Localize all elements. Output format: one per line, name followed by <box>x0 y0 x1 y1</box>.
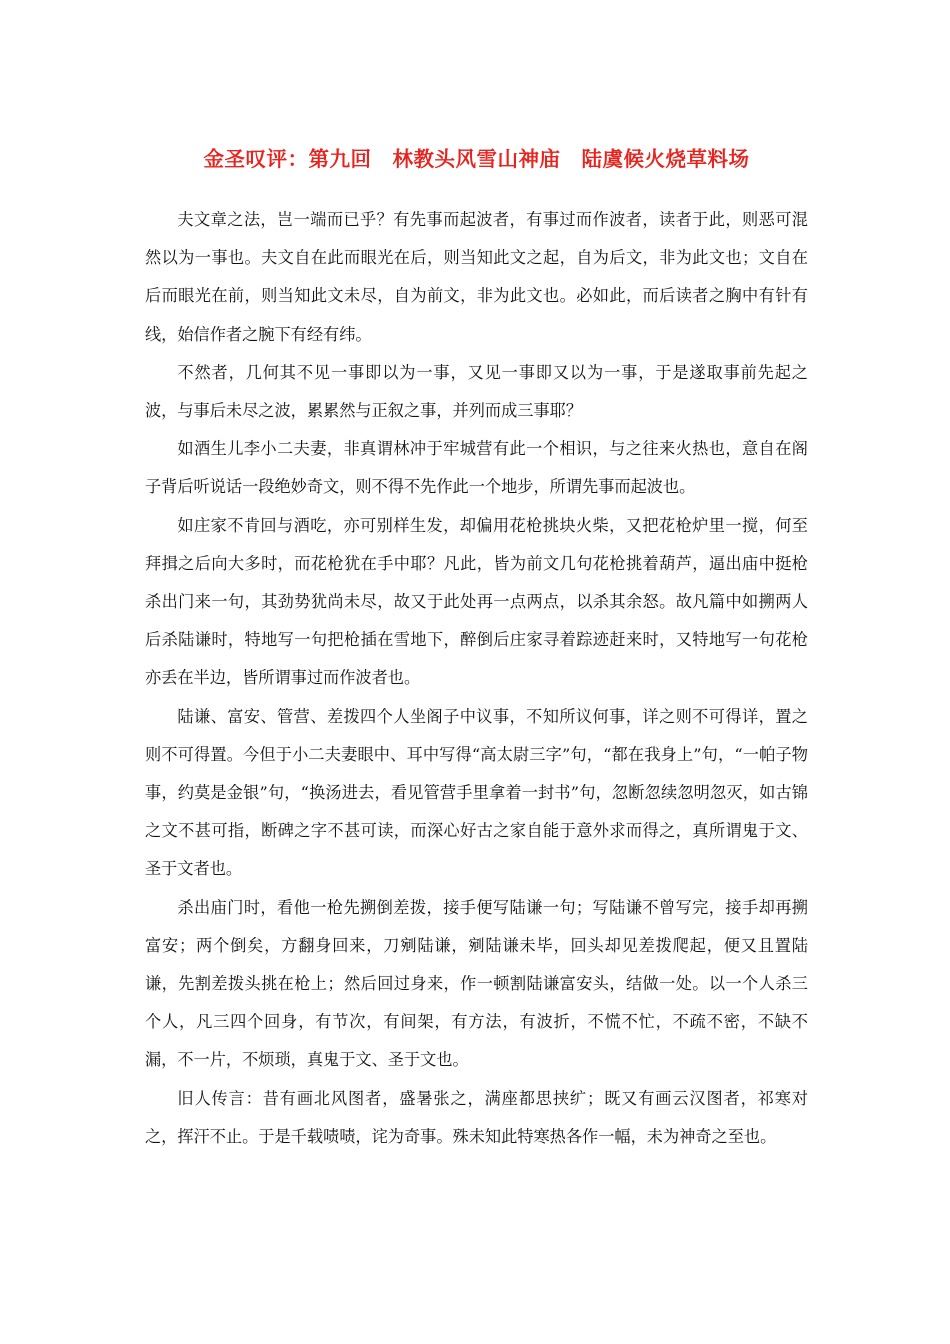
document-body <box>145 201 808 1156</box>
paragraph-5: 陆谦、富安、管营、差拨四个人坐阁子中议事，不知所议何事，详之则不可得详，置之则不可得置。今但于小二夫妻眼中、耳中写得“高太尉三字”句，“都在我身上”句，“一帕子物事，约莫是金银”句，“换汤进去，看见管营手里拿着一封书”句，忽断忽续忽明忽灭，如古锦之文不甚可指，断碑之字不甚可读，而深心好古之家自能于意外求而得之，真所谓鬼于文、圣于文者也。 <box>145 706 808 879</box>
paragraph-1: 夫文章之法，岂一端而已乎？有先事而起波者，有事过而作波者，读者于此，则恶可混然以为一事也。夫文自在此而眼光在后，则当知此文之起，自为后文，非为此文也；文自在后而眼光在前，则当知此文未尽，自为前文，非为此文也。必如此，而后读者之胸中有针有线，始信作者之腕下有经有纬。 <box>145 210 808 344</box>
document-title: 金圣叹评：第九回 林教头风雪山神庙 陆虞候火烧草料场 <box>203 147 750 171</box>
paragraph-4: 如庄家不肯回与酒吃，亦可别样生发，却偏用花枪挑块火柴，又把花枪炉里一搅，何至拜揖之后向大多时，而花枪犹在手中耶？凡此，皆为前文几句花枪挑着葫芦，逼出庙中挺枪杀出门来一句，其劲势犹尚未尽，故又于此处再一点两点，以杀其余怒。故凡篇中如搠两人后杀陆谦时，特地写一句把枪插在雪地下，醉倒后庄家寻着踪迹赶来时，又特地写一句花枪亦丢在半边，皆所谓事过而作波者也。 <box>145 515 808 688</box>
paragraph-6: 杀出庙门时，看他一枪先搠倒差拨，接手便写陆谦一句；写陆谦不曾写完，接手却再搠富安；两个倒矣，方翻身回来，刀剜陆谦，剜陆谦未毕，回头却见差拨爬起，便又且置陆谦，先割差拨头挑在枪上；然后回过身来，作一顿割陆谦富安头，结做一处。以一个人杀三个人，凡三四个回身，有节次，有间架，有方法，有波折，不慌不忙，不疏不密，不缺不漏，不一片，不烦琐，真鬼于文、圣于文也。 <box>145 897 808 1070</box>
paragraph-7: 旧人传言：昔有画北风图者，盛暑张之，满座都思挟纩；既又有画云汉图者，祁寒对之，挥汗不止。于是千载啧啧，诧为奇事。殊未知此特寒热各作一幅，未为神奇之至也。 <box>145 1088 808 1146</box>
paragraph-2: 不然者，几何其不见一事即以为一事，又见一事即又以为一事，于是遂取事前先起之波，与事后未尽之波，累累然与正叙之事，并列而成三事耶？ <box>145 362 808 421</box>
paragraph-3: 如酒生儿李小二夫妻，非真谓林冲于牢城营有此一个相识，与之往来火热也，意自在阁子背后听说话一段绝妙奇文，则不得不先作此一个地步，所谓先事而起波也。 <box>145 439 808 497</box>
